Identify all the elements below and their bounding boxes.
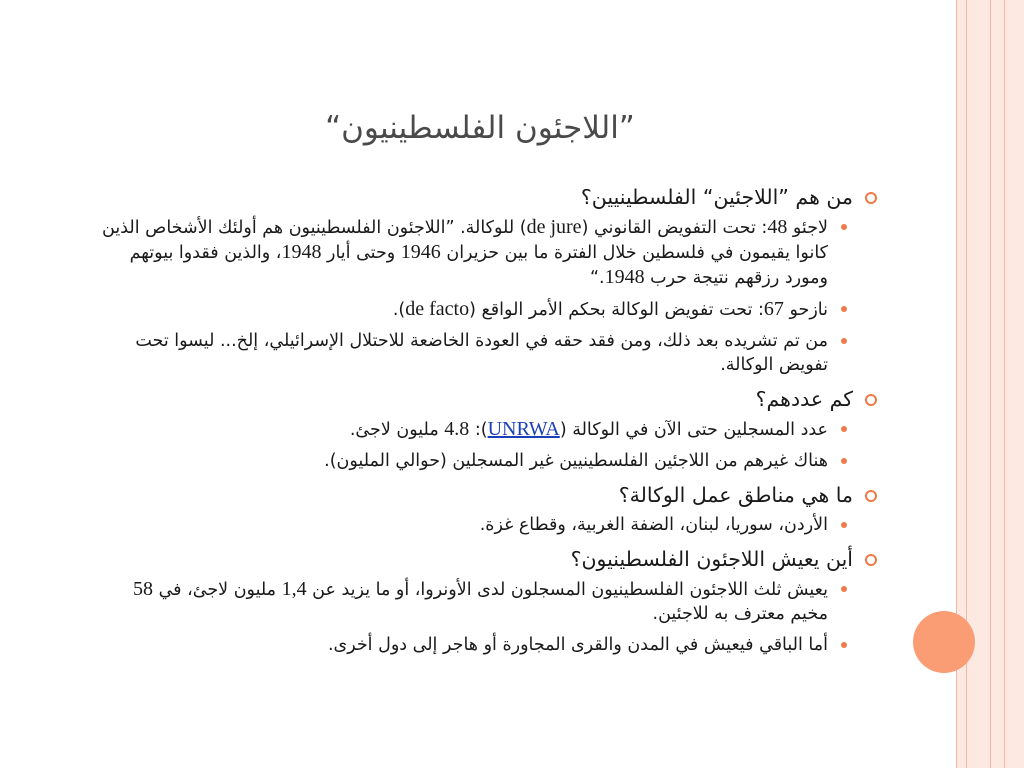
question-heading: ما هي مناطق عمل الوكالة؟: [95, 480, 880, 510]
list-item: يعيش ثلث اللاجئون الفلسطينيون المسجلون لدى الأونروا، أو ما يزيد عن 1,4 مليون لاجئ، في 58 مخيم معترف به للاجئين.: [95, 577, 855, 626]
ring-bullet-icon: [865, 490, 877, 502]
dot-bullet-icon: [841, 306, 847, 312]
dot-bullet-icon: [841, 522, 847, 528]
list-item: من تم تشريده بعد ذلك، ومن فقد حقه في العودة الخاضعة للاحتلال الإسرائيلي، إلخ... ليسوا تحت تفويض الوكالة.: [95, 329, 855, 377]
dot-bullet-icon: [841, 224, 847, 230]
unrwa-link[interactable]: UNRWA: [487, 418, 560, 440]
question-heading: من هم ”اللاجئين“ الفلسطينيين؟: [95, 182, 880, 212]
ring-bullet-icon: [865, 394, 877, 406]
dot-bullet-icon: [841, 458, 847, 464]
list-item: عدد المسجلين حتى الآن في الوكالة (UNRWA): 4.8 مليون لاجئ.: [95, 417, 855, 442]
slide-title: ”اللاجئون الفلسطينيون“: [325, 110, 635, 146]
ring-bullet-icon: [865, 554, 877, 566]
dot-bullet-icon: [841, 426, 847, 432]
question-heading: أين يعيش اللاجئون الفلسطينيون؟: [95, 544, 880, 574]
list-item: الأردن، سوريا، لبنان، الضفة الغربية، وقطاع غزة.: [95, 513, 855, 537]
frame-line: [1004, 0, 1005, 768]
list-item: هناك غيرهم من اللاجئين الفلسطينيين غير المسجلين (حوالي المليون).: [95, 449, 855, 473]
dot-bullet-icon: [841, 586, 847, 592]
list-item: أما الباقي فيعيش في المدن والقرى المجاورة أو هاجر إلى دول أخرى.: [95, 633, 855, 657]
question-heading: كم عددهم؟: [95, 384, 880, 414]
ring-bullet-icon: [865, 192, 877, 204]
dot-bullet-icon: [841, 338, 847, 344]
decorative-circle: [913, 611, 975, 673]
list-item: لاجئو 48: تحت التفويض القانوني (de jure) للوكالة. ”اللاجئون الفلسطينيون هم أولئك الأشخاص الذين كانوا يقيمون في فلسطين خلال الفترة ما بين حزيران 1946 وحتى أيار 1948، والذين فقدوا بيوتهم ومورد رزقهم نتيجة حرب 1948.“: [95, 215, 855, 290]
slide-content: [95, 182, 880, 664]
frame-line: [990, 0, 991, 768]
list-item: نازحو 67: تحت تفويض الوكالة بحكم الأمر الواقع (de facto).: [95, 297, 855, 322]
dot-bullet-icon: [841, 642, 847, 648]
